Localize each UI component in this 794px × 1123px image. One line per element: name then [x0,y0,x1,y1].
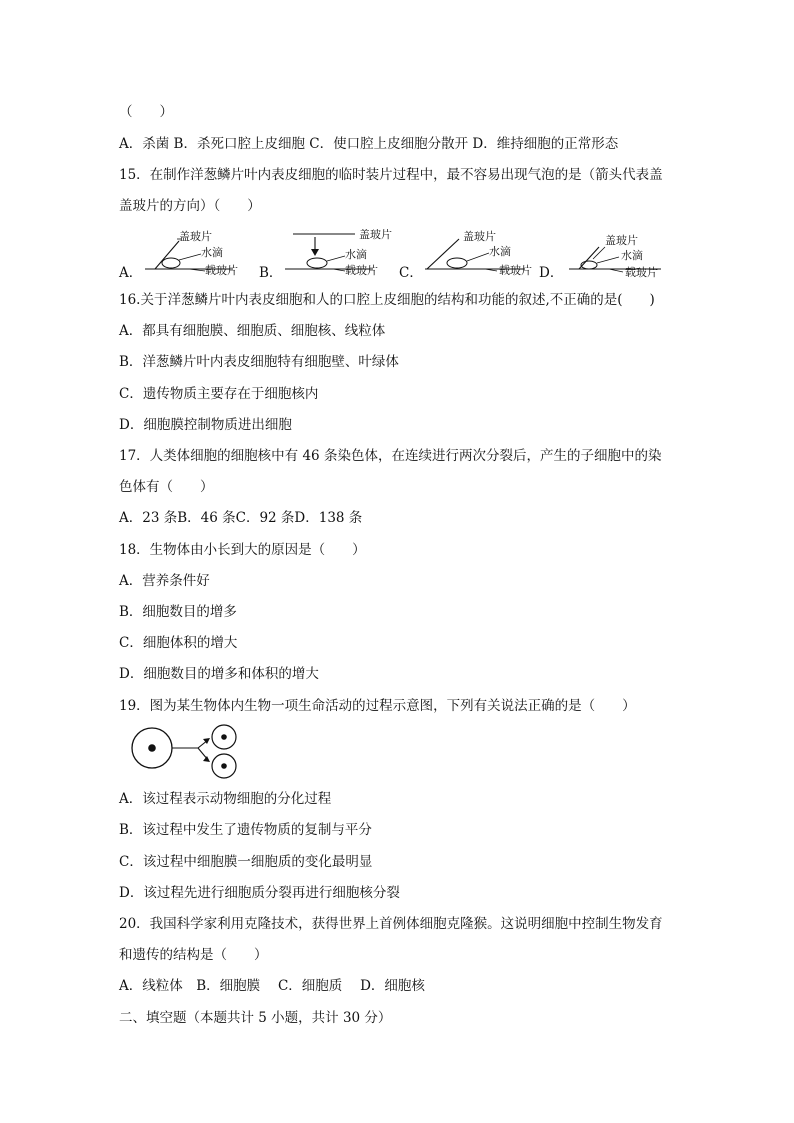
q15-b-water-label: 水滴 [345,248,367,261]
q16-stem: 16.关于洋葱鳞片叶内表皮细胞和人的口腔上皮细胞的结构和功能的叙述,不正确的是( ) [119,292,655,308]
q18-option-b: B．细胞数目的增多 [119,604,237,620]
q15-diagram-d [565,229,699,281]
q15-option-d-letter: D． [539,265,564,281]
q19-cell-division-diagram [128,724,248,782]
q16-option-a: A．都具有细胞膜、细胞质、细胞核、线粒体 [119,323,386,339]
q15-c-cover-label: 盖玻片 [463,230,496,243]
q15-option-c-letter: C． [399,265,423,281]
q17-stem-line1: 17．人类体细胞的细胞核中有 46 条染色体，在连续进行两次分裂后，产生的子细胞中的染 [119,448,662,464]
q18-option-a: A．营养条件好 [119,573,210,589]
daughter-nucleus-bottom [221,763,227,769]
q15-diagram-b [281,229,411,281]
q17-options: A．23 条B．46 条C．92 条D．138 条 [119,510,363,526]
q15-option-a-letter: A． [119,265,143,281]
q15-a-cover-label: 盖玻片 [179,230,212,243]
q16-option-c: C．遗传物质主要存在于细胞核内 [119,386,319,402]
q15-a-water-label: 水滴 [201,246,223,259]
q14-options: A．杀菌 B．杀死口腔上皮细胞 C．使口腔上皮细胞分散开 D．维持细胞的正常形态 [119,136,619,152]
q14-paren: （ ） [119,104,173,120]
parent-nucleus [148,744,156,752]
q18-stem: 18．生物体由小长到大的原因是（ ） [119,542,366,558]
q19-option-c: C．该过程中细胞膜一细胞质的变化最明显 [119,854,373,870]
q20-options: A．线粒体 B．细胞膜 C．细胞质 D．细胞核 [119,978,425,994]
daughter-nucleus-top [221,734,227,740]
q16-option-b: B．洋葱鳞片叶内表皮细胞特有细胞壁、叶绿体 [119,354,399,370]
q15-c-slide-label: 载玻片 [499,264,532,277]
q15-diagrams [119,229,699,281]
q15-c-water-label: 水滴 [489,245,511,258]
q15-stem-line2: 盖玻片的方向）（ ） [119,198,261,214]
q20-stem-line2: 和遗传的结构是（ ） [119,947,268,963]
q19-option-d: D．该过程先进行细胞质分裂再进行细胞核分裂 [119,885,400,901]
q15-d-slide-label: 载玻片 [625,266,658,279]
q18-option-c: C．细胞体积的增大 [119,635,238,651]
q15-diagram-a [141,229,271,281]
q19-option-b: B．该过程中发生了遗传物质的复制与平分 [119,822,372,838]
q19-stem: 19．图为某生物体内生物一项生命活动的过程示意图，下列有关说法正确的是（ ） [119,698,636,714]
q16-option-d: D．细胞膜控制物质进出细胞 [119,417,292,433]
q19-option-a: A．该过程表示动物细胞的分化过程 [119,791,332,807]
q15-option-b-letter: B． [259,265,283,281]
q18-option-d: D．细胞数目的增多和体积的增大 [119,666,319,682]
q15-stem-line1: 15．在制作洋葱鳞片叶内表皮细胞的临时装片过程中，最不容易出现气泡的是（箭头代表盖 [119,167,663,183]
section2-heading: 二、填空题（本题共计 5 小题，共计 30 分） [119,1010,392,1026]
q15-d-cover-label: 盖玻片 [605,234,638,247]
q15-a-slide-label: 载玻片 [205,264,238,277]
q15-b-slide-label: 载玻片 [345,264,378,277]
q20-stem-line1: 20．我国科学家利用克隆技术，获得世界上首例体细胞克隆猴。这说明细胞中控制生物发育 [119,916,663,932]
q15-d-water-label: 水滴 [621,249,643,262]
q17-stem-line2: 色体有（ ） [119,479,214,495]
q15-b-cover-label: 盖玻片 [359,229,392,241]
